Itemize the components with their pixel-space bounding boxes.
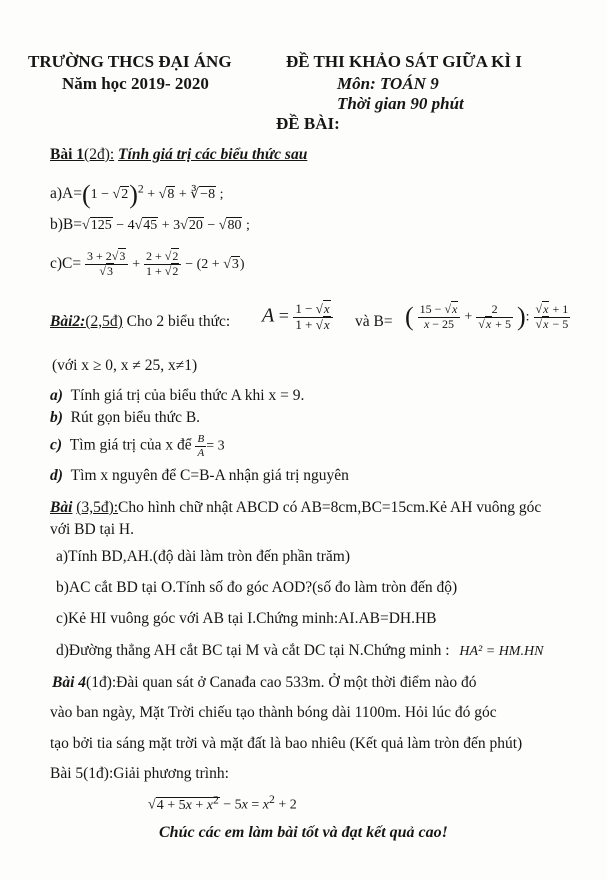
- bai1-heading: Bài 1(2đ): Tính giá trị các biểu thức sau: [50, 146, 308, 163]
- bai4-line1: Bài 4(1đ):Đài quan sát ở Canađa cao 533m. Ở một thời điểm nào đó: [52, 674, 477, 691]
- bai2-heading: Bài2:(2,5đ) Cho 2 biểu thức:: [50, 313, 231, 330]
- exam-title: ĐỀ THI KHẢO SÁT GIỮA KÌ I: [286, 52, 522, 71]
- bai2-c: c) Tìm giá trị của x để $\frac{B}{A}$ = 3: [50, 433, 225, 459]
- bai1-title: Tính giá trị các biểu thức sau: [118, 146, 308, 163]
- section-title: ĐỀ BÀI:: [276, 114, 340, 133]
- bai3-line2: với BD tại H.: [50, 521, 134, 538]
- bai2-a: a) Tính giá trị của biểu thức A khi x = 9.: [50, 387, 305, 404]
- bai4-line2: vào ban ngày, Mặt Trời chiếu tạo thành bóng dài 1100m. Hỏi lúc đó góc: [50, 704, 497, 721]
- bai2-b: b) Rút gọn biểu thức B.: [50, 409, 201, 426]
- bai3-c: c)Kẻ HI vuông góc với AB tại I.Chứng minh:AI.AB=DH.HB: [56, 610, 437, 627]
- school-year: Năm học 2019- 2020: [62, 74, 209, 93]
- bai2-and-b: và B=: [355, 313, 393, 330]
- bai1-c: c)C= $\frac{3 + 2√3}{√3}$ + $\frac{2 + √2}{1 + √2}$ − (2 + √3): [50, 249, 245, 278]
- exam-time: Thời gian 90 phút: [337, 94, 464, 113]
- bai2-condition: (với x ≥ 0, x ≠ 25, x≠1): [52, 357, 198, 374]
- exam-subject: Môn: TOÁN 9: [337, 74, 439, 93]
- bai1-a: $a)A=(1 - √2)^2 + √8$ + ∛−8 ;: [50, 180, 224, 209]
- bai1-label: Bài 1: [50, 146, 85, 163]
- bai3-line1: Bài (3,5đ):Cho hình chữ nhật ABCD có AB=8cm,BC=15cm.Kẻ AH vuông góc: [50, 499, 542, 516]
- bai3-b: b)AC cắt BD tại O.Tính số đo góc AOD?(số đo làm tròn đến độ): [56, 579, 458, 596]
- school-name: TRƯỜNG THCS ĐẠI ÁNG: [28, 52, 232, 71]
- bai3-d: d)Đường thẳng AH cắt BC tại M và cắt DC tại N.Chứng minh : HA² = HM.HN: [56, 642, 544, 659]
- closing-message: Chúc các em làm bài tốt và đạt kết quả cao!: [159, 824, 448, 841]
- bai5-heading: Bài 5(1đ):Giải phương trình:: [50, 765, 229, 782]
- bai3-a: a)Tính BD,AH.(độ dài làm tròn đến phần trăm): [56, 548, 350, 565]
- bai2-label: Bài2:: [50, 313, 86, 330]
- bai4-line3: tạo bởi tia sáng mặt trời và mặt đất là bao nhiêu (Kết quả làm tròn đến phút): [50, 735, 523, 752]
- bai1-points: (2đ): [84, 146, 110, 163]
- bai4-label: Bài 4: [52, 674, 87, 691]
- bai2-d: d) Tìm x nguyên để C=B-A nhận giá trị nguyên: [50, 467, 349, 484]
- bai3-d-formula: HA² = HM.HN: [459, 644, 544, 659]
- bai3-label: Bài: [50, 499, 73, 516]
- bai2-expr-b: ( $\frac{15 - √x}{x - 25}$ + $\frac{2}{√x + 5}$ ): $\frac{√x + 1}{√x - 5}$: [405, 301, 569, 331]
- bai1-b: b)B=√125 − 4√45 + 3√20 − √80 ;: [50, 216, 250, 233]
- bai5-equation: $√4 + 5x + x^2 - 5x = x^2 + 2$: [148, 793, 297, 813]
- bai2-expr-a: A = $\frac{1 - √x}{1 + √x}$: [262, 302, 333, 333]
